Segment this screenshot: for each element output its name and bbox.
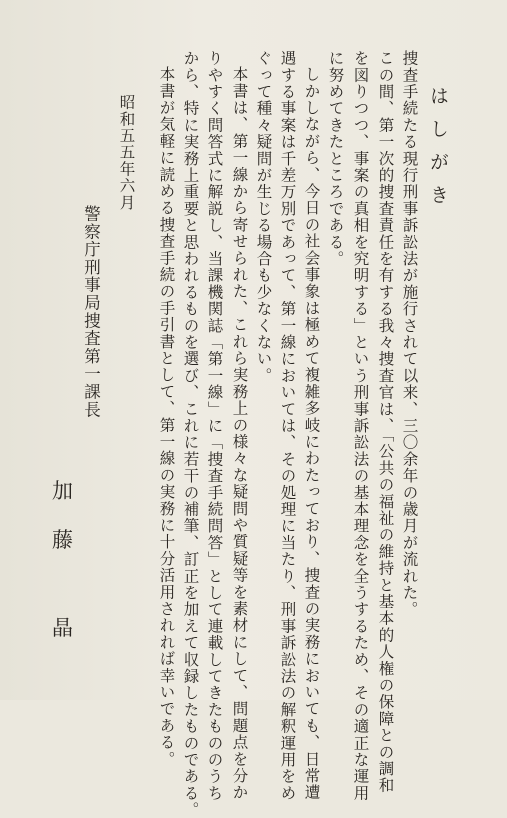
body-line-3: を図りつつ、事案の真相を究明する」という刑事訴訟法の基本理念を全うするため、その適正な運用: [351, 50, 370, 802]
signature-name-char-2: 藤: [52, 528, 73, 552]
signature-name-char-1: 加: [52, 479, 73, 503]
body-line-10: から、特に実務上重要と思われるものを選び、これに若干の補筆、訂正を加えて収録したものである。: [181, 50, 200, 818]
body-line-8: 本書は、第一線から寄せられた、これら実務上の様々な疑問や質疑等を素材にして、問題点を分か: [230, 66, 249, 801]
body-line-4: に努めてきたところである。: [326, 50, 345, 268]
signature-name-char-3: 晶: [52, 616, 73, 640]
page-heading: はしがき: [427, 86, 449, 218]
body-line-1: 捜査手続たる現行刑事訴訟法が施行されて以来、三〇余年の歳月が流れた。: [400, 50, 419, 618]
body-line-7: ぐって種々疑問が生じる場合も少なくない。: [254, 50, 273, 384]
body-line-2: この間、第一次的捜査責任を有する我々捜査官は、「公共の福祉の維持と基本的人権の保障との調和: [376, 50, 395, 794]
body-line-6: 遇する事案は千差万別であって、第一線においては、その処理に当たり、刑事訴訟法の解釈運用をめ: [278, 50, 297, 802]
body-line-9: りやすく問答式に解説し、当課機関誌「第一線」に「捜査手続問答」として連載してきたもののうち: [205, 50, 224, 802]
body-line-5: しかしながら、今日の社会事象は極めて複雑多岐にわたっており、捜査の実務においても、日常遭: [302, 66, 321, 801]
body-line-11: 本書が気軽に読める捜査手続の手引書として、第一線の実務に十分活用されれば幸いである。: [157, 66, 176, 768]
document-date: 昭和五五年六月: [117, 94, 136, 211]
signature-department: 警察庁刑事局捜査第一課長: [81, 205, 101, 419]
